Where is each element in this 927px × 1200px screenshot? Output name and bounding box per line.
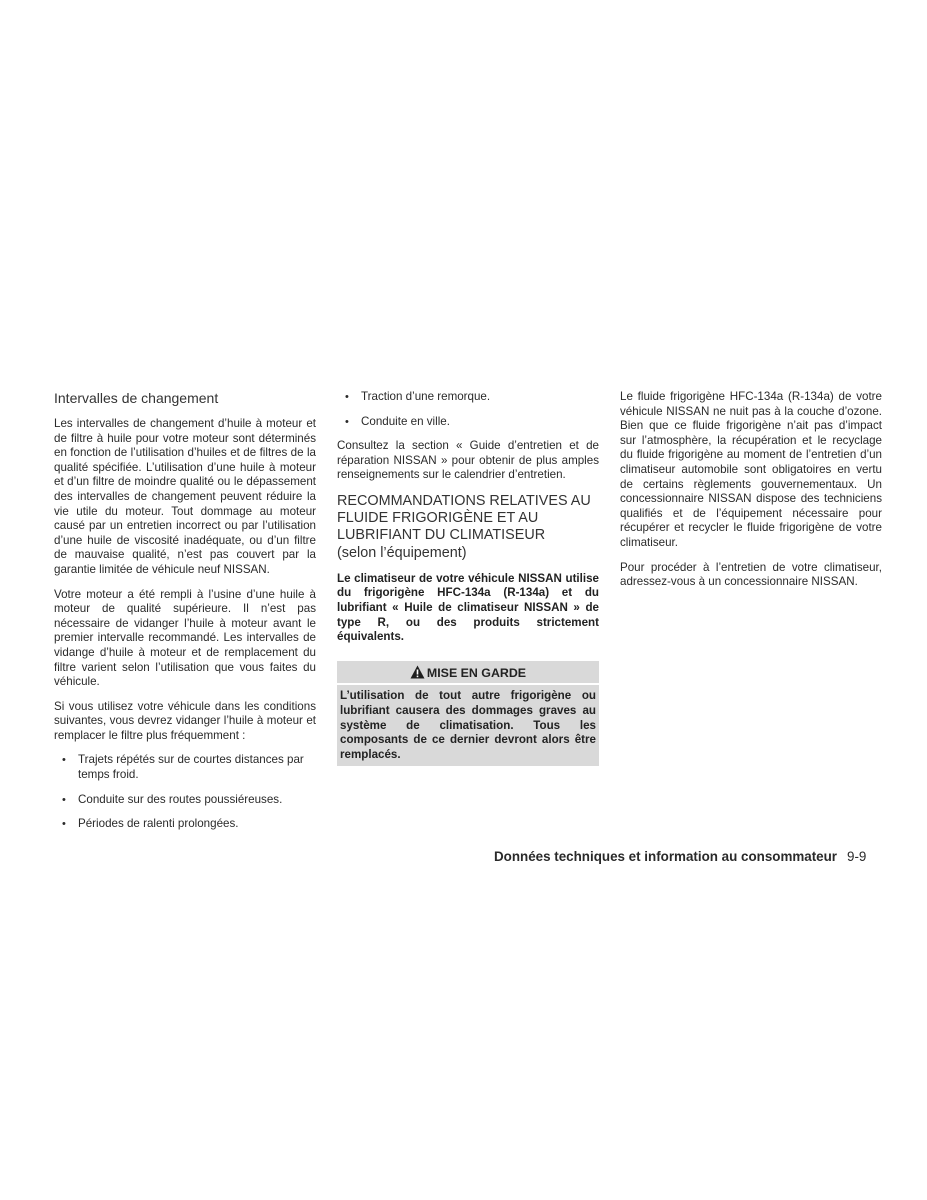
list-item: [337, 390, 599, 405]
list-item-text: Conduite sur des routes poussiéreuses.: [78, 792, 283, 806]
page-footer: [494, 849, 866, 864]
heading-subtitle: (selon l’équipement): [337, 544, 467, 561]
list-item: [54, 753, 316, 782]
bullet-icon: •: [345, 391, 349, 403]
paragraph: Consultez la section « Guide d’entretien et de réparation NISSAN » pour obtenir de plus amples renseignements sur le calendrier d’entretien.: [337, 439, 599, 482]
paragraph-bold: Le climatiseur de votre véhicule NISSAN utilise du frigorigène HFC-134a (R-134a) et du lubrifiant « Huile de climatiseur NISSAN » de type R, ou des produits strictement équivalents.: [337, 571, 599, 644]
page-number: 9-9: [847, 849, 867, 864]
list-item-text: Traction d’une remorque.: [361, 390, 491, 403]
bullet-list-conditions-cont: [337, 390, 599, 429]
paragraph: Les intervalles de changement d’huile à moteur et de filtre à huile pour votre moteur sont déterminés en fonction de l’utilisation d’huiles et de filtres de la qualité spécifiée. L’utilisation d’une huile à moteur et d’un filtre de moindre qualité ou le dépassement des intervalles de changement peuvent réduire la vie utile du moteur. Tout dommage au moteur causé par un entretien incorrect ou par l’utilisation d’une huile de viscosité inadéquate, ou d’un filtre de mauvaise qualité, n’est pas couvert par la garantie limitée de véhicule neuf NISSAN.: [54, 417, 316, 576]
heading-text: RECOMMANDATIONS RELATIVES AU FLUIDE FRIGORIGÈNE ET AU LUBRIFIANT DU CLIMATISEUR: [337, 492, 591, 544]
section-heading-intervals: Intervalles de changement: [54, 390, 219, 406]
warning-text: L’utilisation de tout autre frigorigène ou lubrifiant causera des dommages graves au système de climatisation. Tous les composants de ce dernier devront alors être remplacés.: [340, 689, 596, 761]
warning-header: [337, 661, 599, 686]
warning-box: [337, 661, 599, 767]
bullet-icon: •: [62, 793, 66, 806]
warning-title: MISE EN GARDE: [426, 665, 527, 680]
paragraph: Votre moteur a été rempli à l’usine d’une huile à moteur de qualité supérieure. Il n’est pas nécessaire de vidanger l’huile à moteur avant le premier intervalle recommandé. Les intervalles de vidange d’huile à moteur et de remplacement du filtre varient selon l’utilisation que vous faites du véhicule.: [54, 587, 316, 689]
list-item-text: Périodes de ralenti prolongées.: [78, 817, 239, 831]
list-item-text: Trajets répétés sur de courtes distances par temps froid.: [78, 753, 304, 782]
warning-triangle-icon: [410, 665, 425, 679]
column-left: [54, 390, 316, 842]
list-item: [337, 415, 599, 430]
bullet-icon: •: [62, 818, 66, 831]
paragraph: Si vous utilisez votre véhicule dans les conditions suivantes, vous devrez vidanger l’huile à moteur et remplacer le filtre plus fréquemment :: [54, 699, 316, 742]
list-item: [54, 817, 316, 832]
paragraph: Le fluide frigorigène HFC-134a (R-134a) de votre véhicule NISSAN ne nuit pas à la couche d’ozone. Bien que ce fluide frigorigène n’ait pas d’impact sur l’atmosphère, la récupération et le recyclage du fluide frigorigène au moment de l’entretien d’un climatiseur automobile sont obligatoires en vertu de certains règlements gouvernementaux. Un concessionnaire NISSAN dispose des techniciens qualifiés et de l’équipement nécessaire pour récupérer et recycler le fluide frigorigène de votre climatiseur.: [620, 390, 882, 549]
paragraph: Pour procéder à l’entretien de votre climatiseur, adressez-vous à un concessionnaire NISSAN.: [620, 560, 882, 589]
list-item-text: Conduite en ville.: [361, 414, 450, 428]
list-item: [54, 793, 316, 808]
footer-title: Données techniques et information au consommateur: [494, 849, 838, 864]
section-heading-refrigerant: [337, 493, 599, 562]
bullet-list-conditions: [54, 753, 316, 831]
bullet-icon: •: [62, 754, 66, 767]
bullet-icon: •: [345, 415, 349, 428]
column-right: [620, 390, 882, 600]
column-middle: [337, 390, 599, 766]
